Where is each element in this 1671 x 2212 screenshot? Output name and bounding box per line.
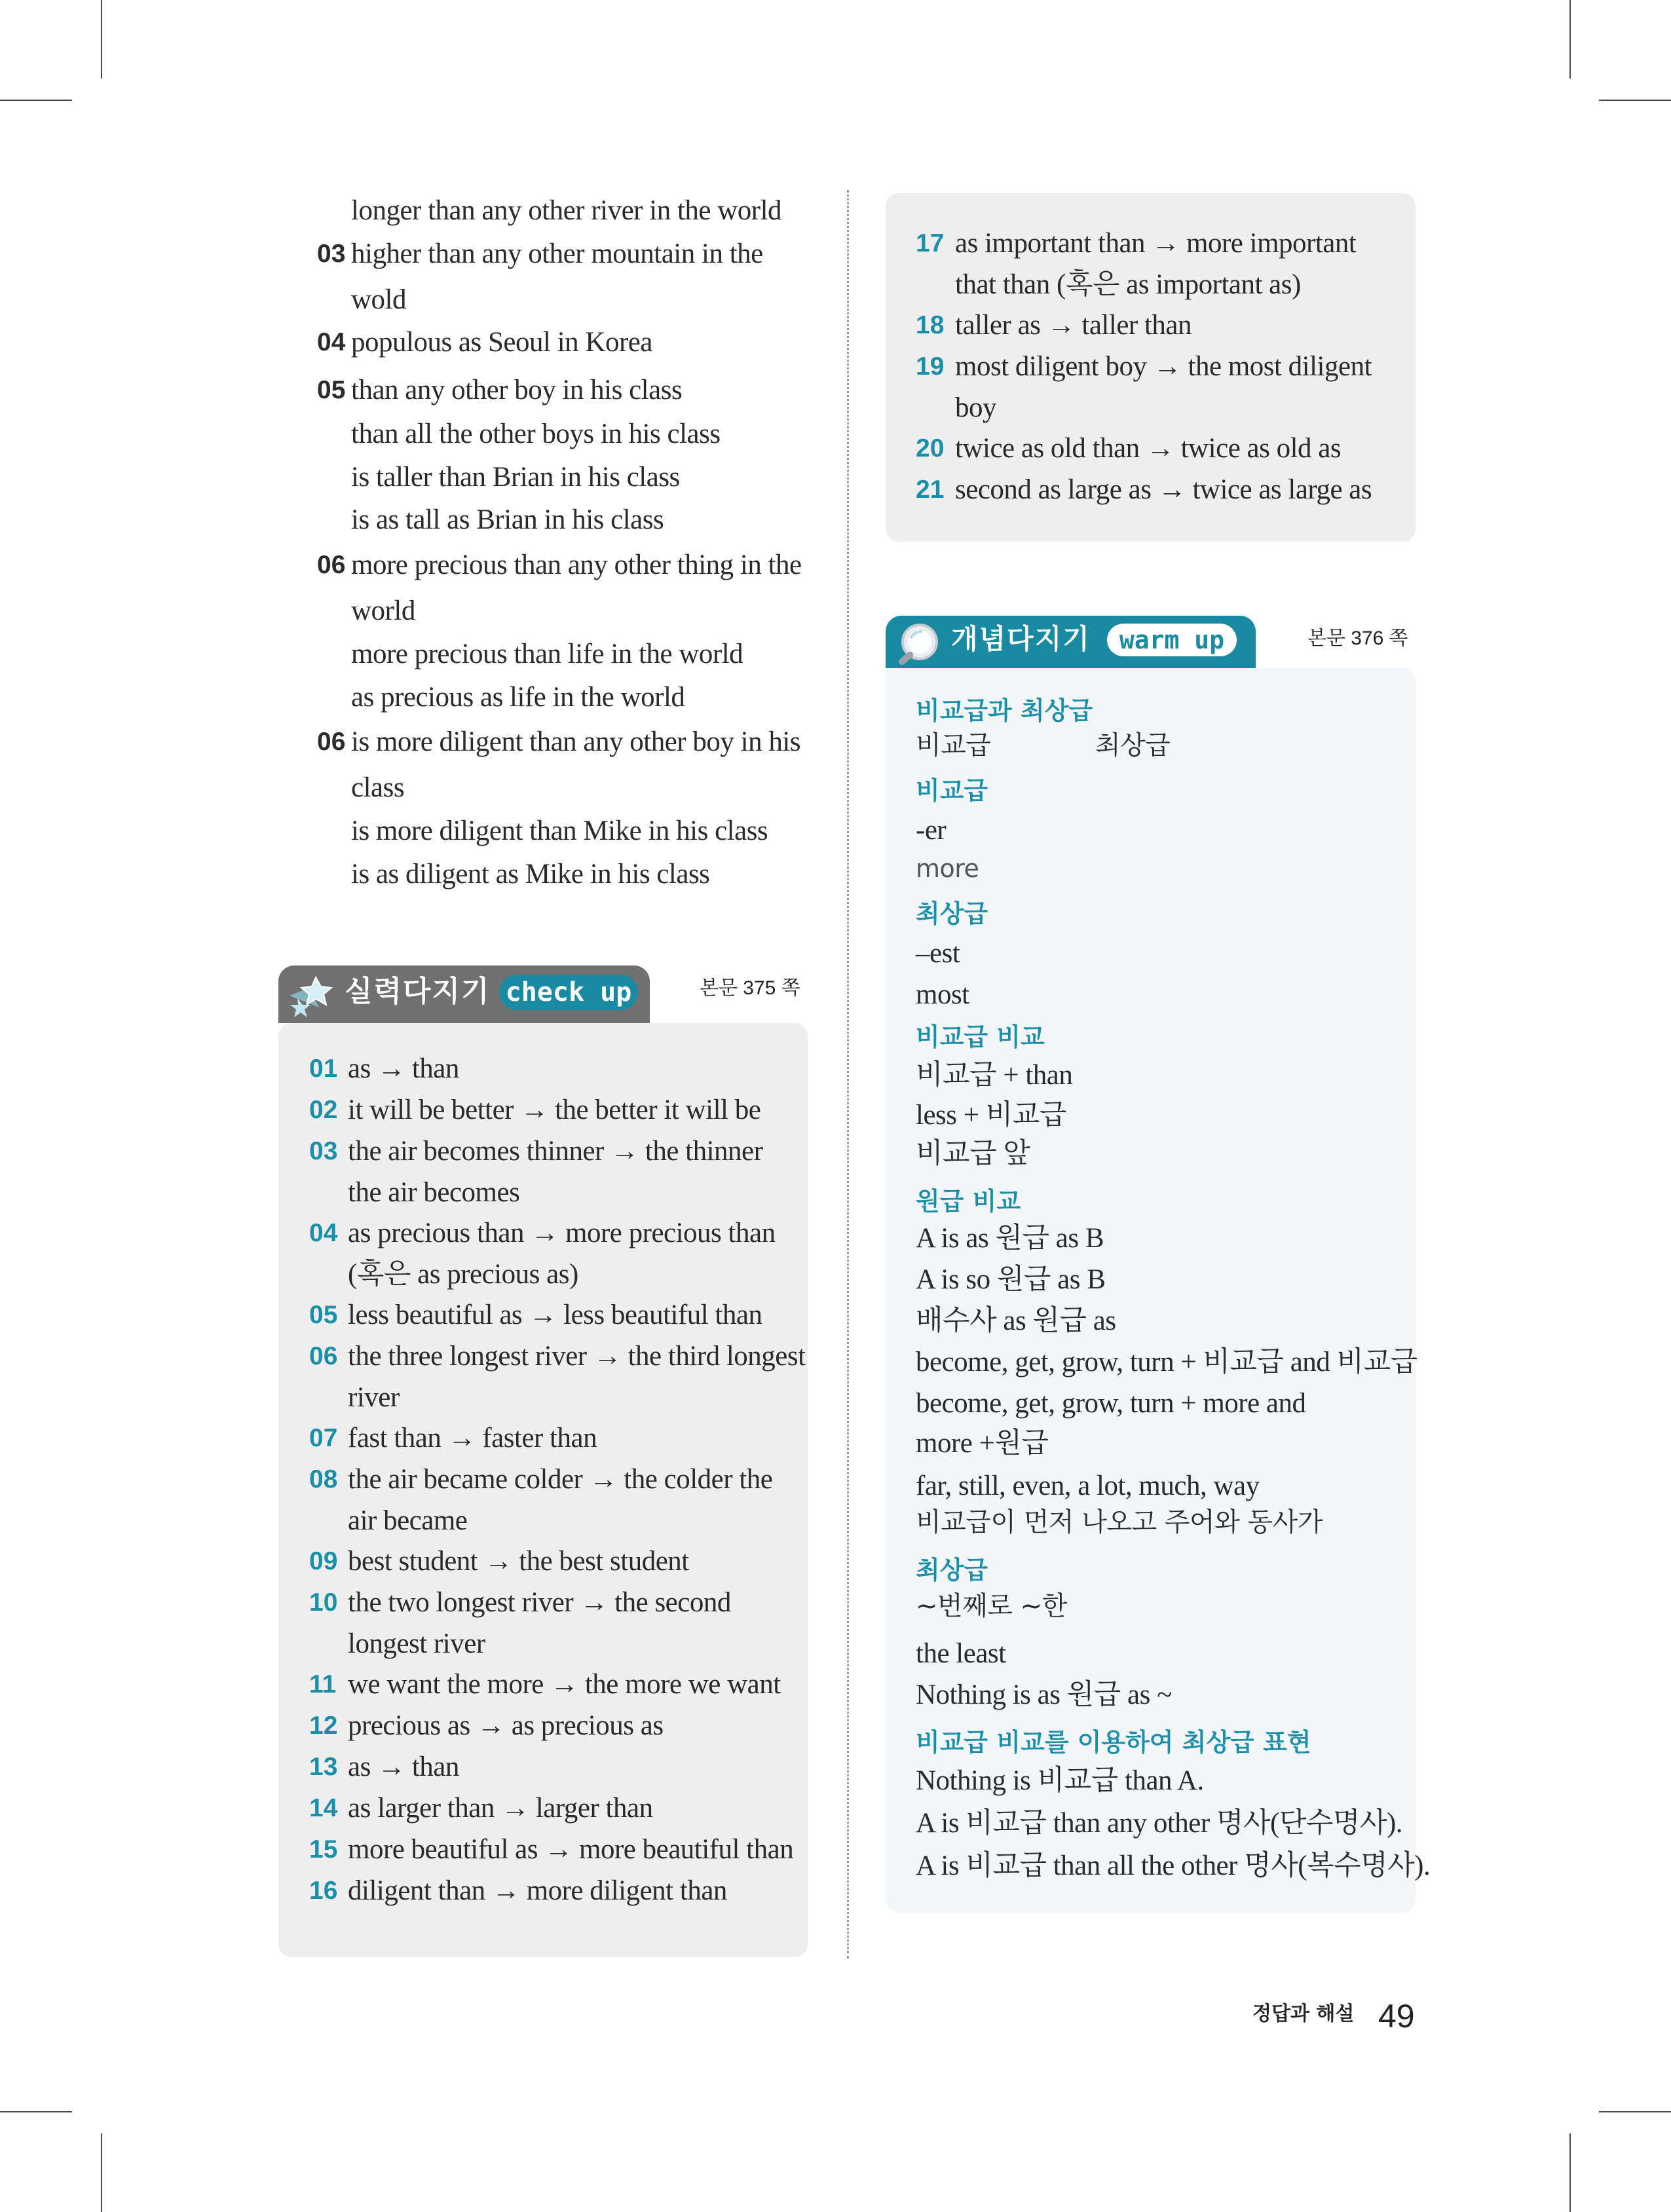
item-number: 18 bbox=[916, 311, 945, 339]
warmup-line: ~번째로 ~한 bbox=[916, 1591, 1067, 1621]
warmup-line: A is 비교급 than all the other 명사(복수명사). bbox=[916, 1850, 1431, 1881]
item-number: 12 bbox=[309, 1712, 338, 1740]
section-heading: 원급 비교 bbox=[916, 1187, 1021, 1216]
answer-line: the air becomes thinner → the thinner bbox=[348, 1136, 763, 1167]
answer-line: that than (혹은 as important as) bbox=[955, 269, 1301, 300]
warmup-line: more bbox=[916, 854, 979, 883]
warmup-line: 비교급 + than bbox=[916, 1060, 1073, 1091]
item-number: 01 bbox=[309, 1055, 338, 1083]
item-number: 21 bbox=[916, 476, 945, 504]
item-number: 10 bbox=[309, 1588, 338, 1617]
checkup-page-ref: 본문 375 쪽 bbox=[700, 977, 800, 999]
section-heading: 최상급 bbox=[916, 899, 988, 928]
answer-line: we want the more → the more we want bbox=[348, 1669, 781, 1700]
crop-mark bbox=[101, 0, 102, 79]
item-number: 16 bbox=[309, 1877, 338, 1905]
crop-mark bbox=[0, 2111, 72, 2112]
warmup-line: most bbox=[916, 979, 969, 1010]
item-number: 14 bbox=[309, 1794, 338, 1822]
crop-mark bbox=[1569, 2133, 1571, 2212]
warmup-line: 배수사 as 원급 as bbox=[916, 1305, 1116, 1336]
item-number: 13 bbox=[309, 1753, 338, 1781]
answer-line: longer than any other river in the world bbox=[351, 195, 782, 226]
item-number: 03 bbox=[317, 240, 346, 268]
warmup-line: -er bbox=[916, 815, 947, 846]
star-icon bbox=[283, 968, 343, 1021]
answer-line: is more diligent than Mike in his class bbox=[351, 815, 768, 846]
answer-line: river bbox=[348, 1382, 400, 1413]
item-number: 02 bbox=[309, 1096, 338, 1124]
item-number: 09 bbox=[309, 1547, 338, 1575]
crop-mark bbox=[0, 100, 72, 101]
answer-line: the air became colder → the colder the bbox=[348, 1464, 773, 1495]
warmup-line: become, get, grow, turn + 비교급 and 비교급 bbox=[916, 1347, 1418, 1378]
crop-mark bbox=[101, 2133, 102, 2212]
item-number: 05 bbox=[309, 1301, 338, 1329]
warmup-line: become, get, grow, turn + more and bbox=[916, 1388, 1306, 1419]
warmup-line: A is 비교급 than any other 명사(단수명사). bbox=[916, 1808, 1403, 1839]
warmup-line: the least bbox=[916, 1638, 1006, 1669]
warmup-line: Nothing is as 원급 as ~ bbox=[916, 1679, 1172, 1710]
answer-line: as precious than → more precious than bbox=[348, 1218, 776, 1248]
answer-line: as important than → more important bbox=[955, 228, 1357, 259]
answer-line: less beautiful as → less beautiful than bbox=[348, 1300, 762, 1330]
item-number: 04 bbox=[317, 328, 346, 356]
column-divider bbox=[847, 190, 849, 1959]
answer-line: is as tall as Brian in his class bbox=[351, 504, 664, 535]
warmup-line: 비교급이 먼저 나오고 주어와 동사가 bbox=[916, 1507, 1323, 1537]
answer-line: is more diligent than any other boy in his bbox=[351, 726, 801, 757]
answer-line: is as diligent as Mike in his class bbox=[351, 859, 710, 890]
item-number: 06 bbox=[317, 551, 346, 579]
checkup-title: 실력다지기 bbox=[345, 975, 491, 1008]
answer-line: fast than → faster than bbox=[348, 1423, 597, 1453]
answer-line: wold bbox=[351, 284, 406, 315]
section-heading: 비교급 비교를 이용하여 최상급 표현 bbox=[916, 1728, 1311, 1757]
answer-line: the two longest river → the second bbox=[348, 1587, 731, 1618]
answer-line: class bbox=[351, 772, 405, 803]
answer-line: more precious than life in the world bbox=[351, 639, 743, 669]
answer-line: populous as Seoul in Korea bbox=[351, 327, 652, 358]
warmup-line: A is as 원급 as B bbox=[916, 1223, 1104, 1254]
warmup-page-ref: 본문 376 쪽 bbox=[1307, 628, 1408, 649]
answer-line: the three longest river → the third longest bbox=[348, 1341, 806, 1372]
answer-line: the air becomes bbox=[348, 1177, 520, 1208]
section-heading: 비교급 비교 bbox=[916, 1022, 1045, 1051]
item-number: 06 bbox=[317, 728, 346, 756]
footer-label: 정답과 해설 bbox=[1252, 2002, 1355, 2025]
crop-mark bbox=[1569, 0, 1571, 79]
page-number: 49 bbox=[1378, 1998, 1415, 2034]
section-heading: 최상급 bbox=[916, 1556, 988, 1584]
item-number: 08 bbox=[309, 1465, 338, 1493]
warmup-line: 비교급 bbox=[916, 730, 991, 760]
warmup-line: Nothing is 비교급 than A. bbox=[916, 1765, 1204, 1796]
warmup-line: less + 비교급 bbox=[916, 1100, 1066, 1131]
crop-mark bbox=[1599, 2111, 1671, 2112]
crop-mark bbox=[1599, 100, 1671, 101]
answer-line: best student → the best student bbox=[348, 1546, 689, 1577]
item-number: 03 bbox=[309, 1137, 338, 1165]
warmup-line: far, still, even, a lot, much, way bbox=[916, 1471, 1260, 1501]
answer-line: (혹은 as precious as) bbox=[348, 1259, 578, 1290]
item-number: 06 bbox=[309, 1342, 338, 1370]
warmup-title: 개념다지기 bbox=[951, 623, 1091, 655]
answer-line: twice as old than → twice as old as bbox=[955, 433, 1342, 464]
section-heading: 비교급 bbox=[916, 776, 988, 805]
answer-line: longest river bbox=[348, 1628, 485, 1659]
item-number: 17 bbox=[916, 229, 945, 257]
magnifier-icon bbox=[891, 618, 946, 668]
warmup-line: 최상급 bbox=[1095, 730, 1171, 760]
item-number: 19 bbox=[916, 352, 945, 381]
answer-line: air became bbox=[348, 1505, 468, 1536]
warmup-line: 비교급 앞 bbox=[916, 1138, 1030, 1169]
answer-line: more beautiful as → more beautiful than bbox=[348, 1834, 794, 1865]
answer-line: as precious as life in the world bbox=[351, 682, 685, 713]
answer-line: than any other boy in his class bbox=[351, 375, 683, 405]
answer-line: is taller than Brian in his class bbox=[351, 462, 680, 493]
warmup-line: –est bbox=[916, 938, 960, 969]
item-number: 07 bbox=[309, 1424, 338, 1452]
warmup-line: more +원급 bbox=[916, 1428, 1049, 1459]
section-heading: 비교급과 최상급 bbox=[916, 696, 1093, 725]
answer-line: higher than any other mountain in the bbox=[351, 238, 763, 269]
warmup-badge: warm up bbox=[1107, 624, 1237, 656]
answer-line: most diligent boy → the most diligent bbox=[955, 351, 1372, 382]
answer-line: diligent than → more diligent than bbox=[348, 1875, 727, 1906]
answer-line: as → than bbox=[348, 1752, 459, 1782]
answer-line: world bbox=[351, 595, 415, 626]
answer-line: than all the other boys in his class bbox=[351, 419, 721, 449]
item-number: 15 bbox=[309, 1835, 338, 1864]
answer-line: taller as → taller than bbox=[955, 310, 1192, 341]
item-number: 05 bbox=[317, 376, 346, 404]
answer-line: as larger than → larger than bbox=[348, 1793, 653, 1824]
item-number: 11 bbox=[309, 1670, 337, 1698]
answer-line: more precious than any other thing in the bbox=[351, 550, 802, 580]
warmup-line: A is so 원급 as B bbox=[916, 1264, 1106, 1295]
answer-line: boy bbox=[955, 392, 996, 423]
answer-line: as → than bbox=[348, 1053, 459, 1084]
checkup-badge: check up bbox=[499, 975, 638, 1010]
answer-line: second as large as → twice as large as bbox=[955, 474, 1372, 505]
answer-line: precious as → as precious as bbox=[348, 1710, 664, 1741]
item-number: 20 bbox=[916, 434, 945, 462]
item-number: 04 bbox=[309, 1219, 338, 1247]
answer-line: it will be better → the better it will be bbox=[348, 1095, 761, 1125]
